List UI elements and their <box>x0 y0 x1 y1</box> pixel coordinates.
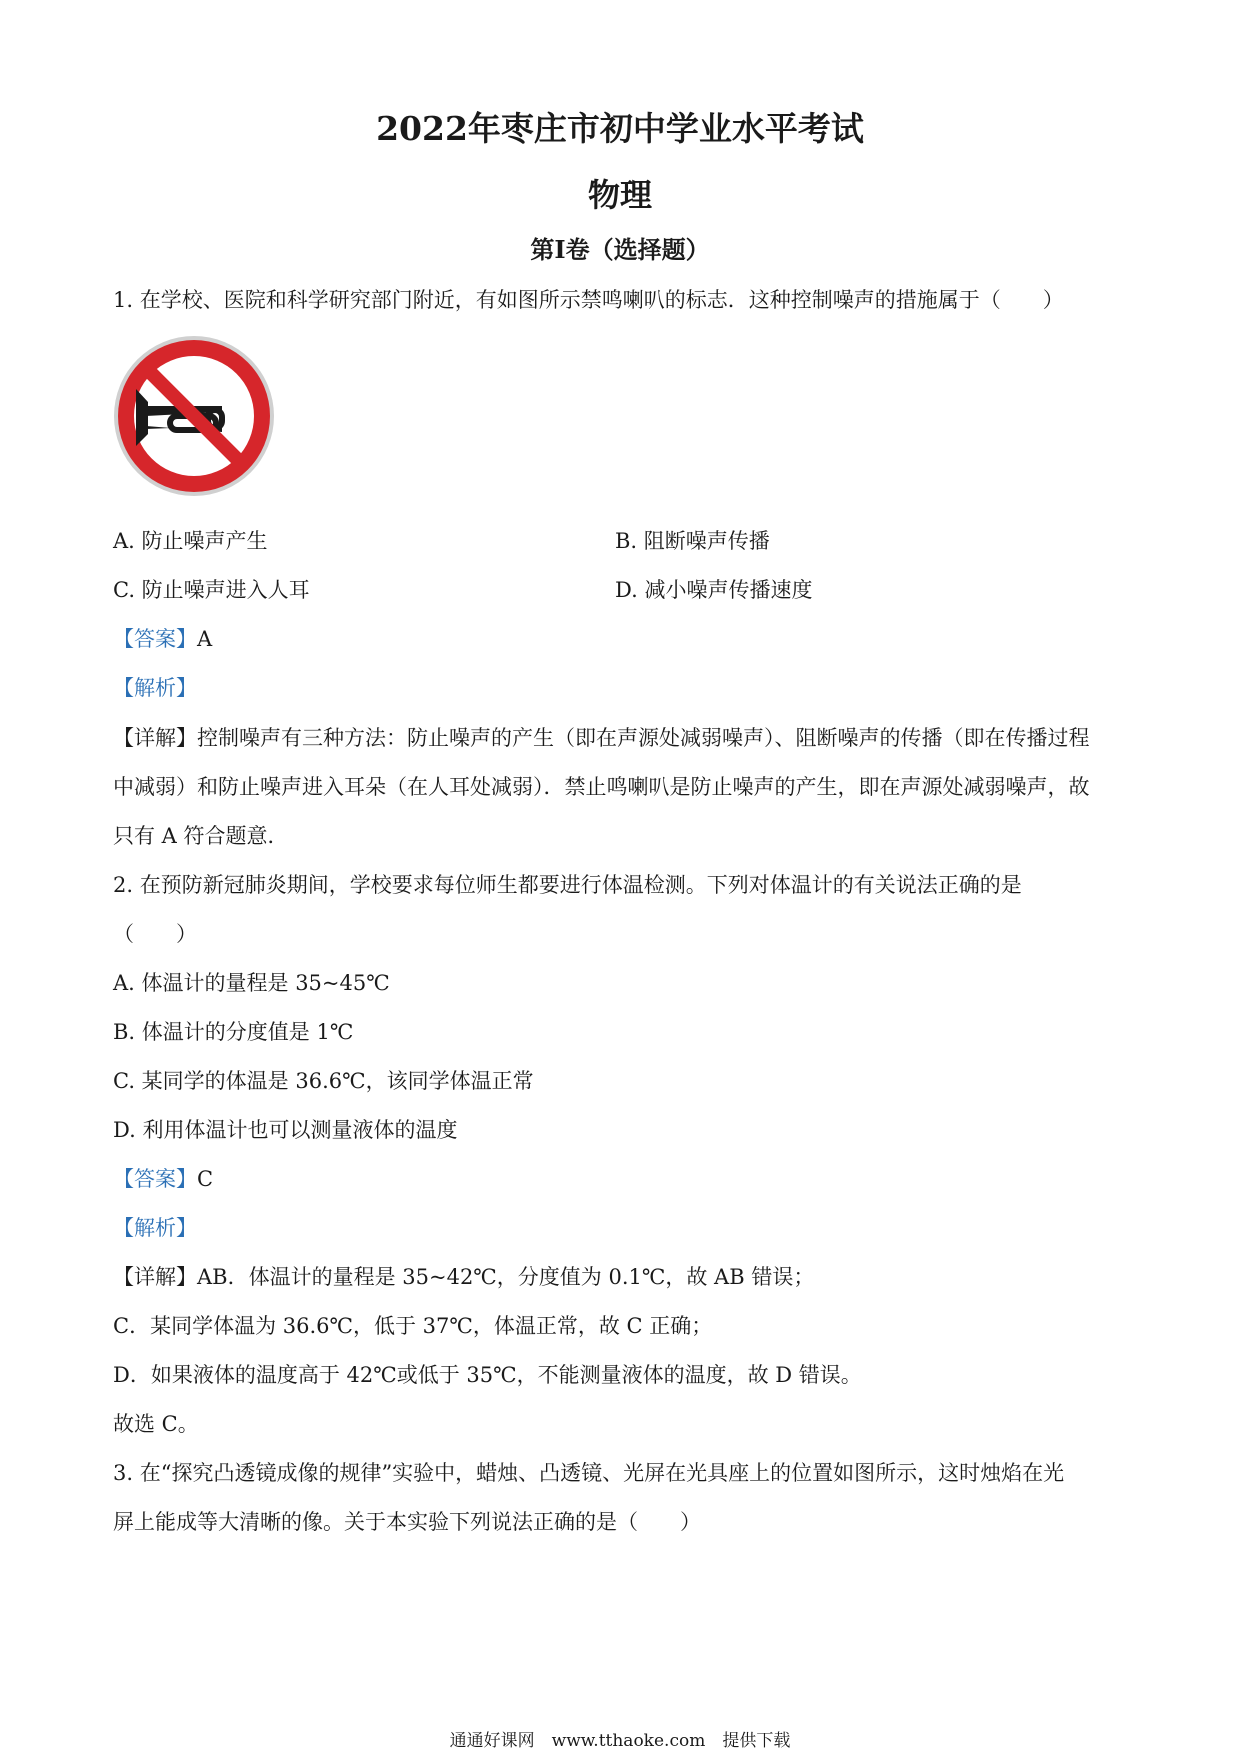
page-footer: 通通好课网 www.tthaoke.com 提供下载 <box>449 1731 791 1751</box>
q1-option-a: A. 防止噪声产生 <box>113 529 268 553</box>
q1-option-b: B. 阻断噪声传播 <box>615 529 770 553</box>
detail-text: AB．体温计的量程是 35~42℃，分度值为 0.1℃，故 AB 错误； <box>197 1265 815 1289</box>
q1-detail-line-1 <box>113 722 1090 752</box>
detail-label: 【详解】 <box>113 1265 197 1289</box>
q1-answer <box>113 623 212 653</box>
answer-value: C <box>197 1167 214 1191</box>
subject-title: 物理 <box>587 176 652 214</box>
q2-answer <box>113 1163 213 1193</box>
q2-detail-line-2: C．某同学体温为 36.6℃，低于 37℃，体温正常，故 C 正确； <box>113 1314 713 1338</box>
q2-analysis-label: 【解析】 <box>113 1216 197 1240</box>
q2-detail-line-3: D．如果液体的温度高于 42℃或低于 35℃，不能测量液体的温度，故 D 错误。 <box>113 1363 862 1387</box>
q2-option-c: C. 某同学的体温是 36.6℃，该同学体温正常 <box>113 1069 534 1093</box>
no-horn-sign-icon <box>112 334 276 502</box>
q1-stem: 1. 在学校、医院和科学研究部门附近，有如图所示禁鸣喇叭的标志．这种控制噪声的措施属于（ ） <box>113 288 1064 312</box>
q2-option-a: A. 体温计的量程是 35~45℃ <box>113 971 390 995</box>
detail-label: 【详解】 <box>113 726 197 750</box>
answer-label: 【答案】 <box>113 627 197 651</box>
q1-detail-line-3: 只有 A 符合题意． <box>113 824 289 848</box>
q1-detail-line-2: 中减弱）和防止噪声进入耳朵（在人耳处减弱）．禁止鸣喇叭是防止噪声的产生，即在声源处减弱噪声，故 <box>113 775 1090 799</box>
q2-detail-line-4: 故选 C。 <box>113 1412 199 1436</box>
exam-title: 2022年枣庄市初中学业水平考试 <box>376 109 864 148</box>
q1-option-c: C. 防止噪声进入人耳 <box>113 578 310 602</box>
q2-detail-line-1 <box>113 1261 814 1291</box>
q2-stem-line-2: （ ） <box>113 922 197 946</box>
answer-value: A <box>197 627 213 651</box>
q1-analysis-label: 【解析】 <box>113 676 197 700</box>
q3-stem-line-1: 3. 在“探究凸透镜成像的规律”实验中，蜡烛、凸透镜、光屏在光具座上的位置如图所示，这时烛焰在光 <box>113 1461 1065 1485</box>
q1-option-d: D. 减小噪声传播速度 <box>615 578 813 602</box>
q3-stem-line-2: 屏上能成等大清晰的像。关于本实验下列说法正确的是（ ） <box>113 1510 701 1534</box>
section-title: 第I卷（选择题） <box>530 235 710 264</box>
q2-option-b: B. 体温计的分度值是 1℃ <box>113 1020 354 1044</box>
q2-stem-line-1: 2. 在预防新冠肺炎期间，学校要求每位师生都要进行体温检测。下列对体温计的有关说法正确的是 <box>113 873 1022 897</box>
q2-option-d: D. 利用体温计也可以测量液体的温度 <box>113 1118 458 1142</box>
detail-text: 控制噪声有三种方法：防止噪声的产生（即在声源处减弱噪声）、阻断噪声的传播（即在传播过程 <box>197 726 1090 750</box>
answer-label: 【答案】 <box>113 1167 197 1191</box>
